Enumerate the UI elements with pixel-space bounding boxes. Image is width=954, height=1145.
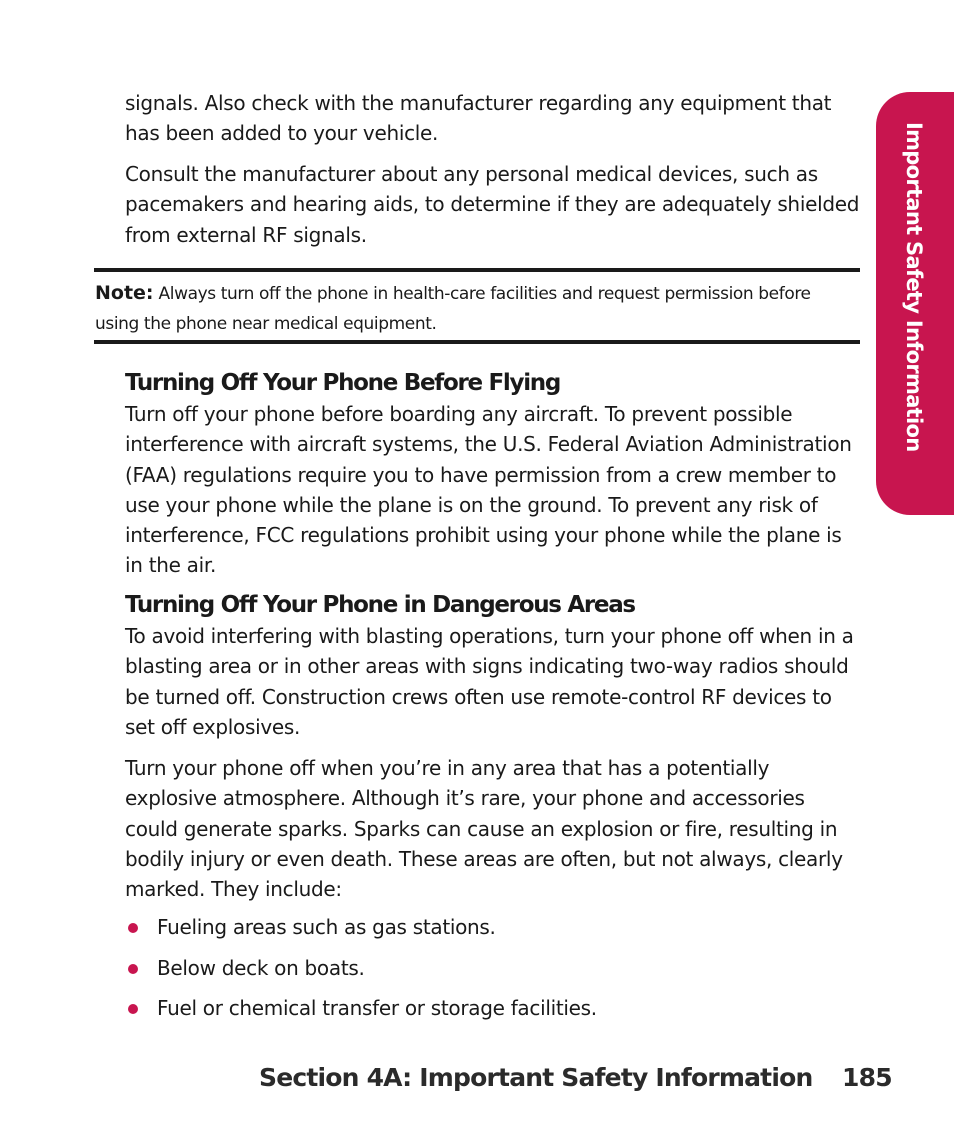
list-item-text: Fueling areas such as gas stations. — [157, 915, 496, 939]
paragraph-medical-devices: Consult the manufacturer about any personal medical devices, such as pacemakers and hearing aids, to determine if they are adequately shielded from external RF signals. — [125, 162, 860, 247]
heading-dangerous-areas: Turning Off Your Phone in Dangerous Areas — [125, 592, 635, 618]
list-item — [125, 953, 825, 994]
footer-section-title: Section 4A: Important Safety Information — [259, 1063, 813, 1092]
paragraph-vehicle-equipment: signals. Also check with the manufacturer regarding any equipment that has been added to your vehicle. — [125, 91, 832, 146]
page-number: 185 — [842, 1063, 892, 1092]
paragraph-blasting: To avoid interfering with blasting operations, turn your phone off when in a blasting area or in other areas with signs indicating two-way radios should be turned off. Construction crews often use remote-control RF devices to set off explosives. — [125, 624, 854, 739]
side-tab-label: Important Safety Information — [902, 122, 926, 452]
list-item — [125, 912, 825, 953]
heading-flying: Turning Off Your Phone Before Flying — [125, 370, 561, 396]
note-text-container — [95, 278, 855, 339]
list-item — [125, 993, 825, 1034]
note-box — [94, 268, 860, 344]
paragraph-flying: Turn off your phone before boarding any aircraft. To prevent possible interference with aircraft systems, the U.S. Federal Aviation Administration (FAA) regulations require you to have permission from a crew member to use your phone while the plane is on the ground. To prevent any risk of interference, FCC regulations prohibit using your phone while the plane is in the air. — [125, 402, 852, 578]
side-section-tab — [876, 92, 954, 515]
paragraph-explosive-atmosphere: Turn your phone off when you’re in any area that has a potentially explosive atmosphere. Although it’s rare, your phone and accessories could generate sparks. Sparks can cause an explosion or fire, resulting in bodily injury or even death. These areas are often, but not always, clearly marked. They include: — [125, 756, 843, 902]
note-label: Note: — [95, 282, 154, 304]
list-item-text: Fuel or chemical transfer or storage facilities. — [157, 996, 597, 1020]
note-body: Always turn off the phone in health-care facilities and request permission before using the phone near medical equipment. — [95, 284, 811, 334]
bullet-dot-icon — [128, 964, 138, 974]
bullet-list — [125, 912, 825, 1034]
list-item-text: Below deck on boats. — [157, 955, 365, 980]
bullet-dot-icon — [128, 923, 138, 933]
bullet-dot-icon — [128, 1004, 138, 1014]
